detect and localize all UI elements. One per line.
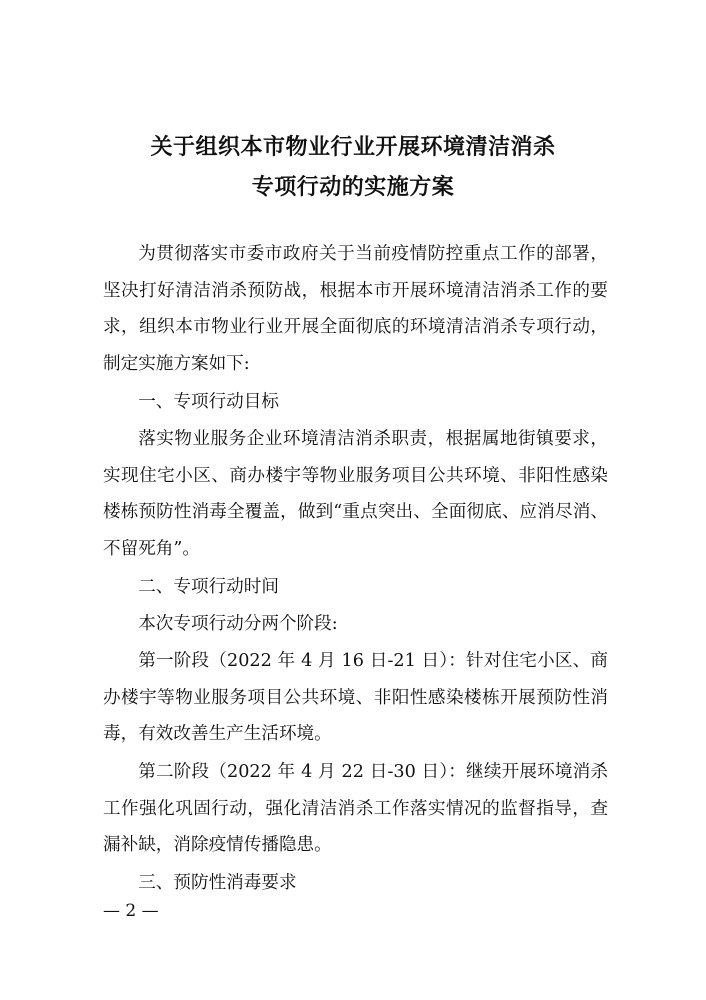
- document-title-line-1: 关于组织本市物业行业开展环境清洁消杀: [150, 135, 556, 160]
- section-2-intro: 本次专项行动分两个阶段:: [138, 614, 338, 634]
- phase-1-paragraph: 第一阶段（2022 年 4 月 16 日-21 日）：针对住宅小区、商办楼宇等物业服务项目公共环境、非阳性感染楼栋开展预防性消毒，有效改善生产生活环境。: [103, 651, 608, 744]
- intro-paragraph: 为贯彻落实市委市政府关于当前疫情防控重点工作的部署，坚决打好清洁消杀预防战，根据本市开展环境清洁消杀工作的要求，组织本市物业行业开展全面彻底的环境清洁消杀专项行动，制定实施方案如下:: [103, 244, 608, 374]
- page-number: — 2 —: [103, 901, 159, 921]
- section-1-paragraph: 落实物业服务企业环境清洁消杀职责，根据属地街镇要求，实现住宅小区、商办楼宇等物业服务项目公共环境、非阳性感染楼栋预防性消毒全覆盖，做到“重点突出、全面彻底、应消尽消、不留死角”。: [103, 429, 608, 559]
- phase-2-paragraph: 第二阶段（2022 年 4 月 22 日-30 日）：继续开展环境消杀工作强化巩固行动，强化清洁消杀工作落实情况的监督指导，查漏补缺，消除疫情传播隐患。: [103, 762, 608, 855]
- document-title-line-2: 专项行动的实施方案: [251, 175, 455, 200]
- section-heading-2: 二、专项行动时间: [138, 577, 279, 597]
- section-heading-3: 三、预防性消毒要求: [138, 873, 297, 893]
- section-heading-1: 一、专项行动目标: [138, 392, 279, 412]
